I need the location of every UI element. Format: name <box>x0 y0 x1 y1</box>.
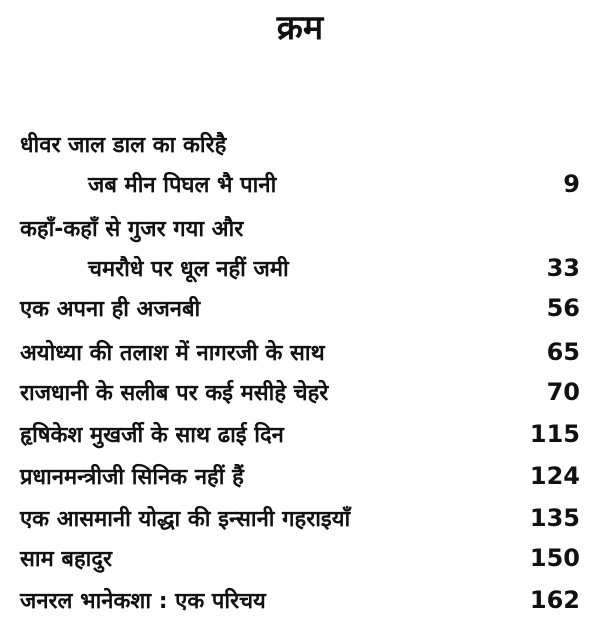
toc-page-number: 56 <box>546 294 580 322</box>
toc-entry-title: हृषिकेश मुखर्जी के साथ ढाई दिन <box>20 423 284 448</box>
toc-entry-title: एक अपना ही अजनबी <box>20 297 201 322</box>
toc-page-number: 9 <box>563 170 580 198</box>
toc-entry-title: कहाँ-कहाँ से गुजर गया और <box>20 217 244 242</box>
toc-entry-title: प्रधानमन्त्रीजी सिनिक नहीं हैं <box>20 465 244 490</box>
toc-page-number: 33 <box>546 254 580 282</box>
toc-page-number: 150 <box>529 544 580 572</box>
toc-entry-title-continued: चमरौधे पर धूल नहीं जमी <box>88 257 289 282</box>
toc-entry-title-continued: जब मीन पिघल भै पानी <box>88 173 277 198</box>
toc-entry-title: जनरल भानेकशा : एक परिचय <box>20 589 266 614</box>
page-title: क्रम <box>276 8 324 48</box>
toc-entry-title: राजधानी के सलीब पर कई मसीहे चेहरे <box>20 381 329 406</box>
toc-page-number: 70 <box>546 378 580 406</box>
toc-page-number: 162 <box>529 586 580 614</box>
toc-page-number: 135 <box>529 504 580 532</box>
toc-page-number: 65 <box>546 338 580 366</box>
toc-page-number: 124 <box>529 462 580 490</box>
toc-entry-title: एक आसमानी योद्धा की इन्सानी गहराइयाँ <box>20 507 351 532</box>
toc-page-number: 115 <box>529 420 580 448</box>
toc-entry-title: अयोध्या की तलाश में नागरजी के साथ <box>20 341 325 366</box>
toc-entry-title: साम बहादुर <box>20 547 113 572</box>
toc-entry-title: धीवर जाल डाल का करिहै <box>20 133 227 158</box>
